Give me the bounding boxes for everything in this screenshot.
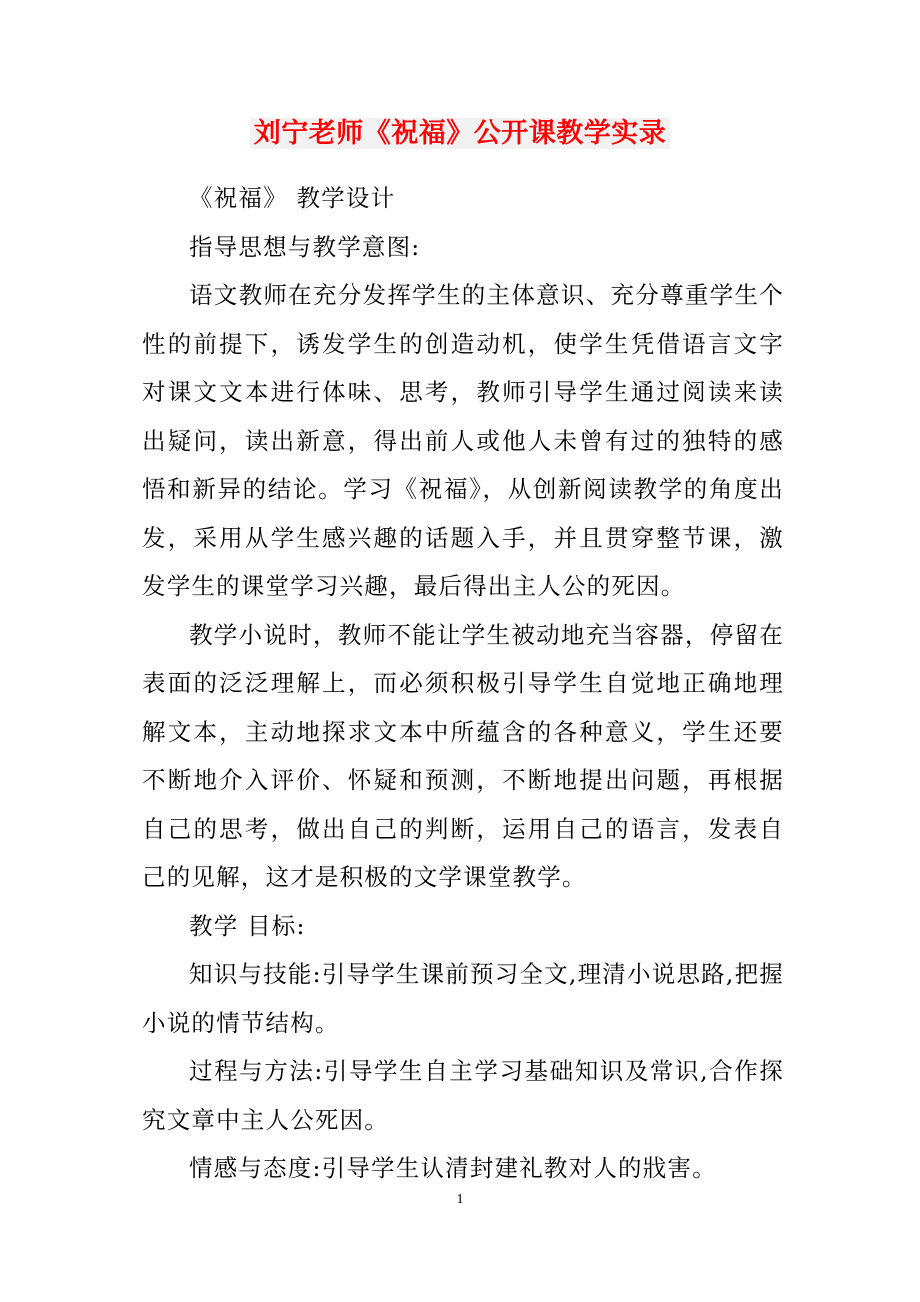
objective-process-methods: 过程与方法:引导学生自主学习基础知识及常识,合作探究文章中主人公死因。	[142, 1057, 784, 1134]
section-heading-guiding-thought: 指导思想与教学意图:	[189, 232, 421, 261]
section-heading-design: 《祝福》 教学设计	[189, 184, 396, 212]
page-number: 1	[456, 1192, 464, 1207]
paragraph-teaching-novel: 教学小说时，教师不能让学生被动地充当容器，停留在表面的泛泛理解上，而必须积极引导学生自觉地正确地理解文本，主动地探求文本中所蕴含的各种意义，学生还要不断地介入评价、怀疑和预测，不断地提出问题，再根据自己的思考，做出自己的判断，运用自己的语言，发表自己的见解，这才是积极的文学课堂教学。	[142, 620, 784, 891]
objective-emotion-attitude: 情感与态度:引导学生认清封建礼教对人的戕害。	[189, 1154, 717, 1182]
document-title-text: 刘宁老师《祝福》公开课教学实录	[250, 118, 671, 149]
document-title	[0, 112, 920, 156]
section-heading-objectives: 教学 目标:	[189, 911, 306, 940]
objective-knowledge-skills: 知识与技能:引导学生课前预习全文,理清小说思路,把握小说的情节结构。	[142, 960, 784, 1037]
paragraph-teacher-role: 语文教师在充分发挥学生的主体意识、充分尊重学生个性的前提下，诱发学生的创造动机，使学生凭借语言文字对课文文本进行体味、思考，教师引导学生通过阅读来读出疑问，读出新意，得出前人或他人未曾有过的独特的感悟和新异的结论。学习《祝福》，从创新阅读教学的角度出发，采用从学生感兴趣的话题入手，并且贯穿整节课，激发学生的课堂学习兴趣，最后得出主人公的死因。	[142, 281, 784, 600]
document-body	[142, 174, 784, 1193]
